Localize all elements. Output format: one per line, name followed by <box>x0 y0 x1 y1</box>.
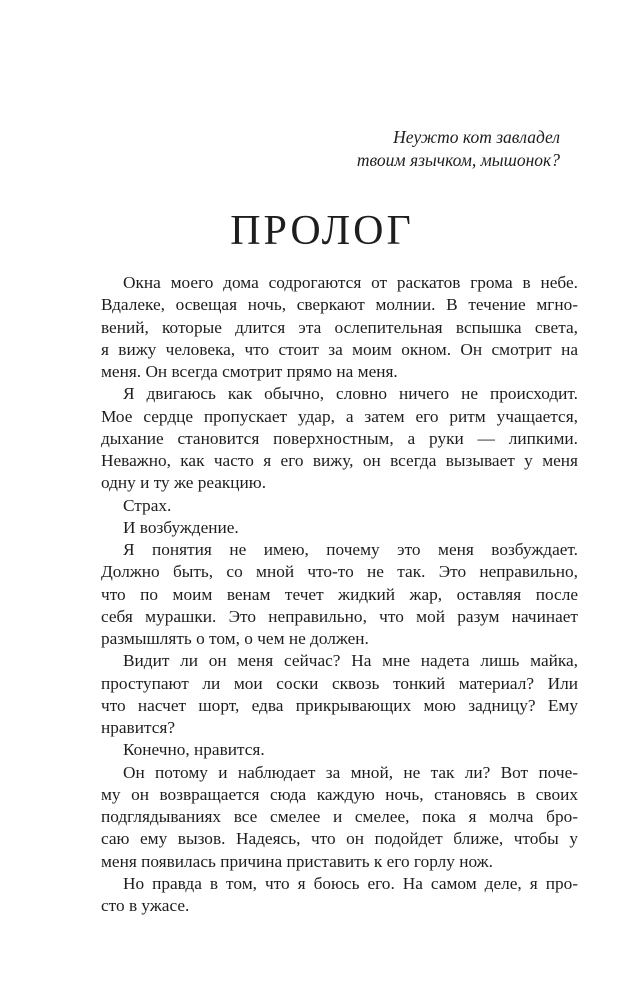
text-line: проступают ли мои соски сквозь тонкий материал? Или <box>101 673 578 693</box>
epigraph-line: твоим язычком, мышонок? <box>356 150 560 170</box>
text-line: сто в ужасе. <box>101 896 190 915</box>
text-line: Я понятия не имею, почему это меня возбуждает. <box>123 540 578 559</box>
paragraph <box>101 650 578 739</box>
text-line: Страх. <box>123 495 172 515</box>
epigraph-line: Неужто кот завладел <box>393 127 560 147</box>
text-line: Он потому и наблюдает за мной, не так ли? Вот поче- <box>123 762 578 782</box>
text-line: Видит ли он меня сейчас? На мне надета лишь майка, <box>123 651 578 671</box>
text-line: Должно быть, со мной что-то не так. Это неправильно, <box>101 562 578 582</box>
text-line: нравится? <box>101 718 176 737</box>
text-line: себя мурашки. Это неправильно, что мой разум начинает <box>101 606 578 626</box>
text-line: дыхание становится поверхностным, а руки — липкими. <box>101 428 578 448</box>
text-line: Мое сердце пропускает удар, а затем его ритм учащается, <box>101 406 578 426</box>
paragraph <box>101 539 578 650</box>
text-line: Неважно, как часто я его вижу, он всегда вызывает у меня <box>101 451 578 470</box>
text-line: меня появилась причина приставить к его горлу нож. <box>101 851 493 871</box>
chapter-body <box>101 272 578 917</box>
epigraph <box>357 126 560 172</box>
chapter-title: ПРОЛОГ <box>230 208 414 254</box>
text-line: И возбуждение. <box>123 517 239 537</box>
text-line: что по моим венам течет жидкий жар, оставляя после <box>101 584 578 604</box>
text-line: что насчет шорт, едва прикрывающих мою задницу? Ему <box>101 695 578 715</box>
text-line: Я двигаюсь как обычно, словно ничего не происходит. <box>123 384 578 404</box>
paragraph <box>101 762 578 873</box>
text-line: вений, которые длится эта ослепительная вспышка света, <box>101 317 578 337</box>
paragraph <box>101 517 578 539</box>
paragraph <box>101 495 578 517</box>
paragraph <box>101 272 578 383</box>
text-line: саю ему вызов. Надеясь, что он подойдет ближе, чтобы у <box>101 829 578 849</box>
text-line: му он возвращается сюда каждую ночь, становясь в своих <box>101 784 578 804</box>
paragraph <box>101 873 578 918</box>
paragraph <box>101 739 578 761</box>
text-line: размышлять о том, о чем не должен. <box>101 629 369 648</box>
paragraph <box>101 383 578 494</box>
text-line: Конечно, нравится. <box>123 740 265 760</box>
text-line: подглядываниях все смелее и смелее, пока я молча бро- <box>101 807 578 826</box>
text-line: Вдалеке, освещая ночь, сверкают молнии. В течение мгно- <box>101 295 578 315</box>
text-line: Но правда в том, что я боюсь его. На самом деле, я про- <box>123 873 578 893</box>
text-line: одну и ту же реакцию. <box>101 473 267 493</box>
text-line: я вижу человека, что стоит за моим окном. Он смотрит на <box>101 339 578 359</box>
text-line: меня. Он всегда смотрит прямо на меня. <box>101 362 398 381</box>
text-line: Окна моего дома содрогаются от раскатов грома в небе. <box>123 273 578 292</box>
